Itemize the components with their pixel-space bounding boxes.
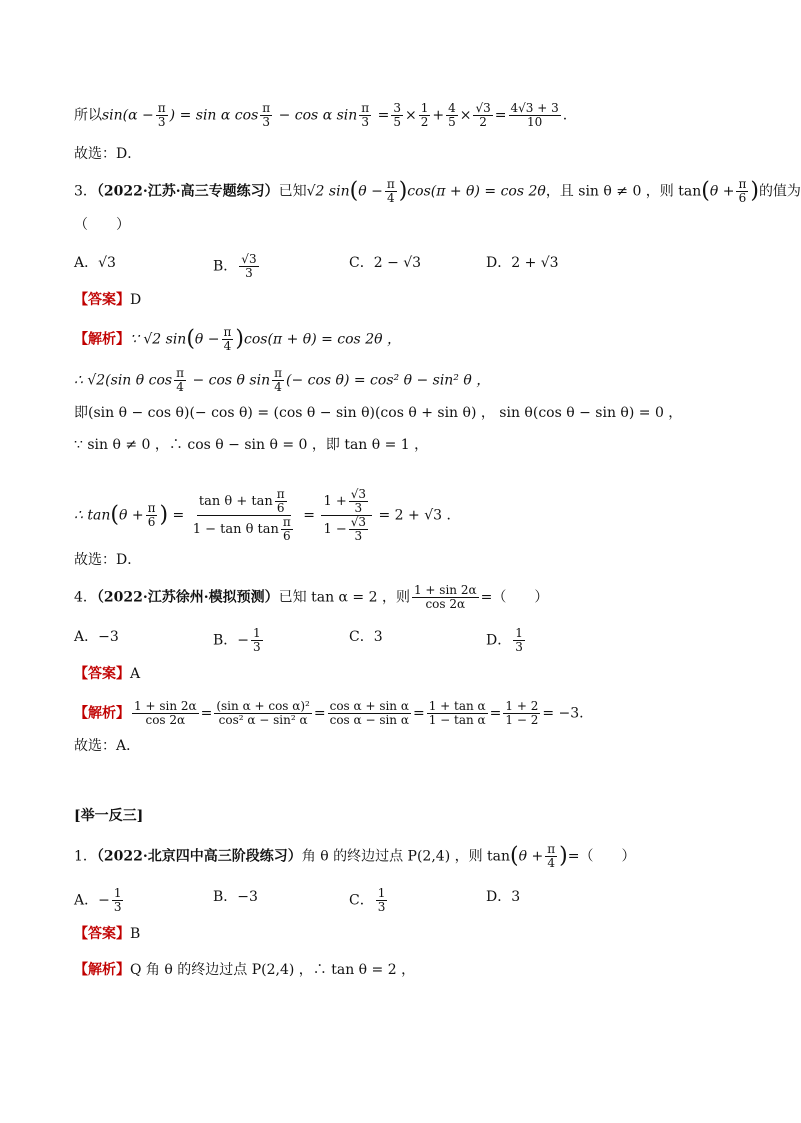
- practice-1-stem: [74, 843, 635, 870]
- numerator: 1: [113, 886, 122, 900]
- math-expr: cos(π + θ) = cos 2θ ，: [244, 331, 401, 348]
- fraction: [251, 627, 263, 654]
- denominator: 5: [393, 115, 401, 129]
- math-expr: cos(π + θ) = cos 2θ: [407, 183, 546, 200]
- math-expr: √2 sin: [306, 183, 350, 200]
- fraction: [112, 887, 124, 914]
- fraction: [191, 488, 297, 543]
- q3-analysis-line-1: [74, 326, 401, 353]
- paren-open: (: [110, 502, 119, 528]
- fraction: [174, 367, 186, 394]
- fraction: [545, 843, 557, 870]
- question-source: （2022·江苏·高三专题练习）: [96, 183, 279, 200]
- question-4-stem: [74, 584, 548, 611]
- fraction: [275, 488, 287, 515]
- fraction: [503, 700, 540, 727]
- answer-value: A: [130, 666, 141, 682]
- numerator: π: [282, 515, 291, 529]
- q3-option-c[interactable]: C．2 − √3: [349, 255, 422, 271]
- denominator: 3: [361, 115, 370, 129]
- numerator: √3: [241, 252, 257, 266]
- text-prefix: 所以: [74, 107, 102, 124]
- question-source: （2022·江苏徐州·模拟预测）: [96, 589, 279, 606]
- paren-open: (: [186, 326, 195, 352]
- q4-option-c[interactable]: C．3: [349, 629, 383, 645]
- numerator: π: [223, 325, 232, 339]
- fraction: [376, 887, 388, 914]
- numerator: π: [176, 366, 184, 380]
- answer-value: D: [130, 292, 142, 308]
- paren-close: ): [235, 326, 245, 352]
- option-label: B．: [213, 258, 238, 275]
- q3-option-d[interactable]: D．2 + √3: [486, 255, 559, 271]
- numerator: π: [274, 366, 282, 380]
- q4-option-a[interactable]: A．−3: [74, 629, 119, 645]
- numerator: cos α + sin α: [329, 699, 409, 713]
- q3-option-b[interactable]: [213, 253, 261, 280]
- p1-option-d[interactable]: D．3: [486, 889, 521, 905]
- p1-option-b[interactable]: B．−3: [213, 889, 258, 905]
- q3-answer: [74, 290, 141, 310]
- q4-option-d[interactable]: [486, 627, 527, 654]
- math-expr: ∴ tan: [74, 507, 111, 524]
- numerator: π: [276, 487, 285, 501]
- stem-text: 已知: [278, 183, 307, 200]
- denominator: 2: [420, 115, 429, 129]
- denominator: 6: [283, 529, 291, 543]
- numerator: [321, 488, 372, 516]
- denominator: 3: [113, 900, 122, 914]
- stem-text: 已知 tan α = 2 ，则: [278, 589, 410, 606]
- fraction: [146, 502, 158, 529]
- numerator: 1 + tan α: [428, 699, 486, 713]
- denominator: 3: [253, 640, 261, 654]
- stem-text: =（ ）: [480, 589, 549, 606]
- numerator: 1: [377, 886, 386, 900]
- denominator-text: 1 − tan θ tan: [192, 522, 279, 537]
- paren-open: (: [510, 843, 519, 869]
- fraction: [359, 102, 371, 129]
- numerator: π: [547, 842, 556, 856]
- fraction: [509, 102, 561, 129]
- denominator: 3: [354, 529, 363, 543]
- option-label: D．: [486, 632, 512, 649]
- numerator: 1 + sin 2α: [134, 699, 197, 713]
- answer-tag: 【答案】: [74, 926, 130, 942]
- stem-text: 角 θ 的终边过点 P(2,4) ，则 tan: [301, 848, 511, 865]
- math-expr: − cos θ sin: [188, 372, 271, 389]
- fraction: [222, 326, 234, 353]
- analysis-tag: 【解析】: [74, 705, 130, 722]
- stem-text: 的值为: [758, 183, 801, 200]
- denominator: cos α − sin α: [329, 713, 409, 727]
- denominator: 3: [262, 115, 271, 129]
- numerator: 4√3 + 3: [510, 101, 559, 115]
- fraction: [349, 488, 368, 515]
- math-expr: − cos α sin: [274, 107, 358, 124]
- fraction: [239, 253, 258, 280]
- denominator: 4: [274, 380, 282, 394]
- numerator: 1: [253, 626, 261, 640]
- paren-close: ): [750, 178, 759, 204]
- question-3-paren: （ ）: [74, 217, 130, 233]
- numerator: 1: [515, 626, 523, 640]
- numerator: π: [147, 501, 156, 515]
- numerator: [197, 488, 291, 516]
- denominator: 2: [479, 115, 487, 129]
- math-expr: ) = sin α cos: [169, 107, 259, 124]
- question-number: 3．: [74, 183, 97, 200]
- denominator: cos 2α: [425, 597, 466, 611]
- paren-close: ): [398, 178, 408, 204]
- fraction: [427, 700, 488, 727]
- equals: =: [373, 107, 390, 124]
- fraction: [272, 367, 284, 394]
- numerator-text: tan θ + tan: [198, 494, 273, 509]
- fraction: [736, 178, 748, 205]
- answer-choice-line: 故选：D．: [74, 146, 142, 162]
- denominator: 6: [147, 515, 156, 529]
- fraction: [132, 700, 199, 727]
- answer-choice-line: 故选：D．: [74, 552, 142, 568]
- denominator: 1 − 2: [505, 713, 539, 727]
- math-expr: ∴ √2(sin θ cos: [74, 372, 173, 389]
- result: = −3.: [542, 705, 584, 722]
- p1-option-a[interactable]: [74, 887, 125, 914]
- denominator: 3: [354, 501, 363, 515]
- denominator: cos 2α: [145, 713, 186, 727]
- denominator: 4: [547, 856, 556, 870]
- numerator: 4: [448, 101, 456, 115]
- math-expr: θ +: [118, 507, 144, 524]
- q3-analysis-line-4: ∵ sin θ ≠ 0 ，∴ cos θ − sin θ = 0 ，即 tan θ = 1 ，: [74, 437, 429, 453]
- p1-answer: [74, 924, 140, 944]
- q4-answer: [74, 664, 140, 684]
- denominator: 3: [377, 900, 386, 914]
- fraction: [214, 700, 312, 727]
- math-expr: θ −: [358, 183, 383, 200]
- answer-value: B: [130, 926, 141, 942]
- denominator: 10: [526, 115, 543, 129]
- numerator: π: [738, 177, 747, 191]
- fraction: [446, 102, 458, 129]
- fraction: [321, 488, 372, 543]
- p1-analysis: [74, 960, 415, 980]
- numerator: (sin α + cos α)²: [216, 699, 310, 713]
- paren-close: ): [159, 502, 169, 528]
- solution-line-1: 所以sin(α − $\frac{\pi}{3}$ ) = sin α cos $\frac{\pi}{3}$ − cos α sin $\frac{\pi}{3}$ = $\frac{3}{5}$ × $\frac{1}{2}$ + $\frac{4}{5}$ × $\frac{√3}{2}$ = $\frac{4√3 + 3}{10}$ .: [74, 101, 568, 129]
- denominator: 6: [276, 501, 285, 515]
- denominator: 6: [738, 191, 747, 205]
- answer-tag: 【答案】: [74, 666, 130, 682]
- fraction: [281, 516, 293, 543]
- denominator: [321, 516, 372, 543]
- fraction: [349, 516, 368, 543]
- q4-analysis: 【解析】 $\frac{1 + \sin 2\alpha}{\cos 2\alpha}$ = $\frac{\text{(sin α + cos α)²}}{\text{cos² α − sin² α}}$ = $\frac{\text{cos α + sin α}}{\text{cos α − sin α}}$ = $\frac{\text{1 + tan α}}{\text{1 − tan α}}$ = $\frac{1 + 2}{1 - 2}$ = −3.: [74, 699, 584, 727]
- result: = 2 + √3 ．: [378, 507, 461, 524]
- denominator: 4: [223, 339, 232, 353]
- math-expr: ∵ √2 sin: [130, 331, 187, 348]
- denominator: 3: [515, 640, 523, 654]
- fraction: [473, 102, 492, 129]
- numerator: 1 + sin 2α: [413, 583, 477, 597]
- fraction: [419, 102, 431, 129]
- math-expr: (− cos θ) = cos² θ − sin² θ ，: [285, 372, 491, 389]
- q3-analysis-line-2: [74, 367, 490, 394]
- p1-option-c[interactable]: [349, 887, 389, 914]
- fraction: [328, 700, 411, 727]
- answer-choice-line: 故选：A．: [74, 738, 141, 754]
- analysis-tag: 【解析】: [74, 962, 130, 978]
- fraction: [513, 627, 525, 654]
- fraction: [260, 102, 272, 129]
- option-label: A．−: [74, 892, 110, 909]
- fraction: [412, 584, 479, 611]
- question-number: 4．: [74, 589, 97, 606]
- denominator-text: 1 −: [323, 522, 347, 537]
- fraction: [385, 178, 397, 205]
- question-source: （2022·北京四中高三阶段练习）: [96, 848, 302, 865]
- question-3-stem: [74, 178, 801, 205]
- numerator: √3: [475, 101, 491, 115]
- fraction: [156, 102, 168, 129]
- period: .: [562, 107, 568, 124]
- paren-open: (: [349, 178, 359, 204]
- stem-text: =（ ）: [567, 848, 636, 865]
- numerator: π: [361, 101, 370, 115]
- numerator: π: [262, 101, 271, 115]
- denominator: 5: [448, 115, 456, 129]
- numerator: π: [157, 101, 166, 115]
- analysis-text: Q 角 θ 的终边过点 P(2,4) ，∴ tan θ = 2 ，: [130, 962, 416, 978]
- fraction: [391, 102, 403, 129]
- math-expr: sin(α −: [102, 107, 154, 124]
- question-number: 1．: [74, 848, 97, 865]
- denominator: [191, 516, 297, 543]
- q3-option-a[interactable]: A．√3: [74, 255, 116, 271]
- denominator: 3: [157, 115, 166, 129]
- paren-open: (: [701, 178, 710, 204]
- answer-tag: 【答案】: [74, 292, 130, 308]
- numerator: 3: [393, 101, 401, 115]
- q3-analysis-line-3: 即(sin θ − cos θ)(− cos θ) = (cos θ − sin θ)(cos θ + sin θ) ， sin θ(cos θ − sin θ) = 0 ，: [74, 405, 683, 421]
- numerator: √3: [350, 487, 367, 501]
- option-label: B．−: [213, 632, 250, 649]
- q3-analysis-line-5: ∴ tan(θ + $\frac{\pi}{6}$ ) = tan θ + tan $\frac{\pi}{6}$ 1 − tan θ tan $\frac{\pi}{6}$ = 1 + $\frac{√3}{3}$ 1 − $\frac{√3}{3}$ = 2 + √3 ．: [74, 487, 461, 543]
- denominator: 4: [176, 380, 184, 394]
- paren-close: ): [559, 843, 568, 869]
- stem-text: ，且 sin θ ≠ 0 ，则 tan: [545, 183, 702, 200]
- math-expr: θ −: [194, 331, 220, 348]
- numerator: √3: [350, 515, 367, 529]
- numerator: 1: [420, 101, 429, 115]
- denominator: cos² α − sin² α: [218, 713, 308, 727]
- math-expr: θ +: [518, 848, 544, 865]
- numerator-text: 1 +: [323, 494, 347, 509]
- denominator: 3: [245, 266, 253, 280]
- q4-option-b[interactable]: [213, 627, 265, 654]
- denominator: 4: [386, 191, 395, 205]
- numerator: π: [386, 177, 395, 191]
- denominator: 1 − tan α: [428, 713, 486, 727]
- analysis-tag: 【解析】: [74, 331, 130, 348]
- section-heading: [举一反三]: [74, 808, 144, 824]
- option-label: C．: [349, 892, 374, 909]
- numerator: 1 + 2: [505, 699, 539, 713]
- math-expr: θ +: [709, 183, 735, 200]
